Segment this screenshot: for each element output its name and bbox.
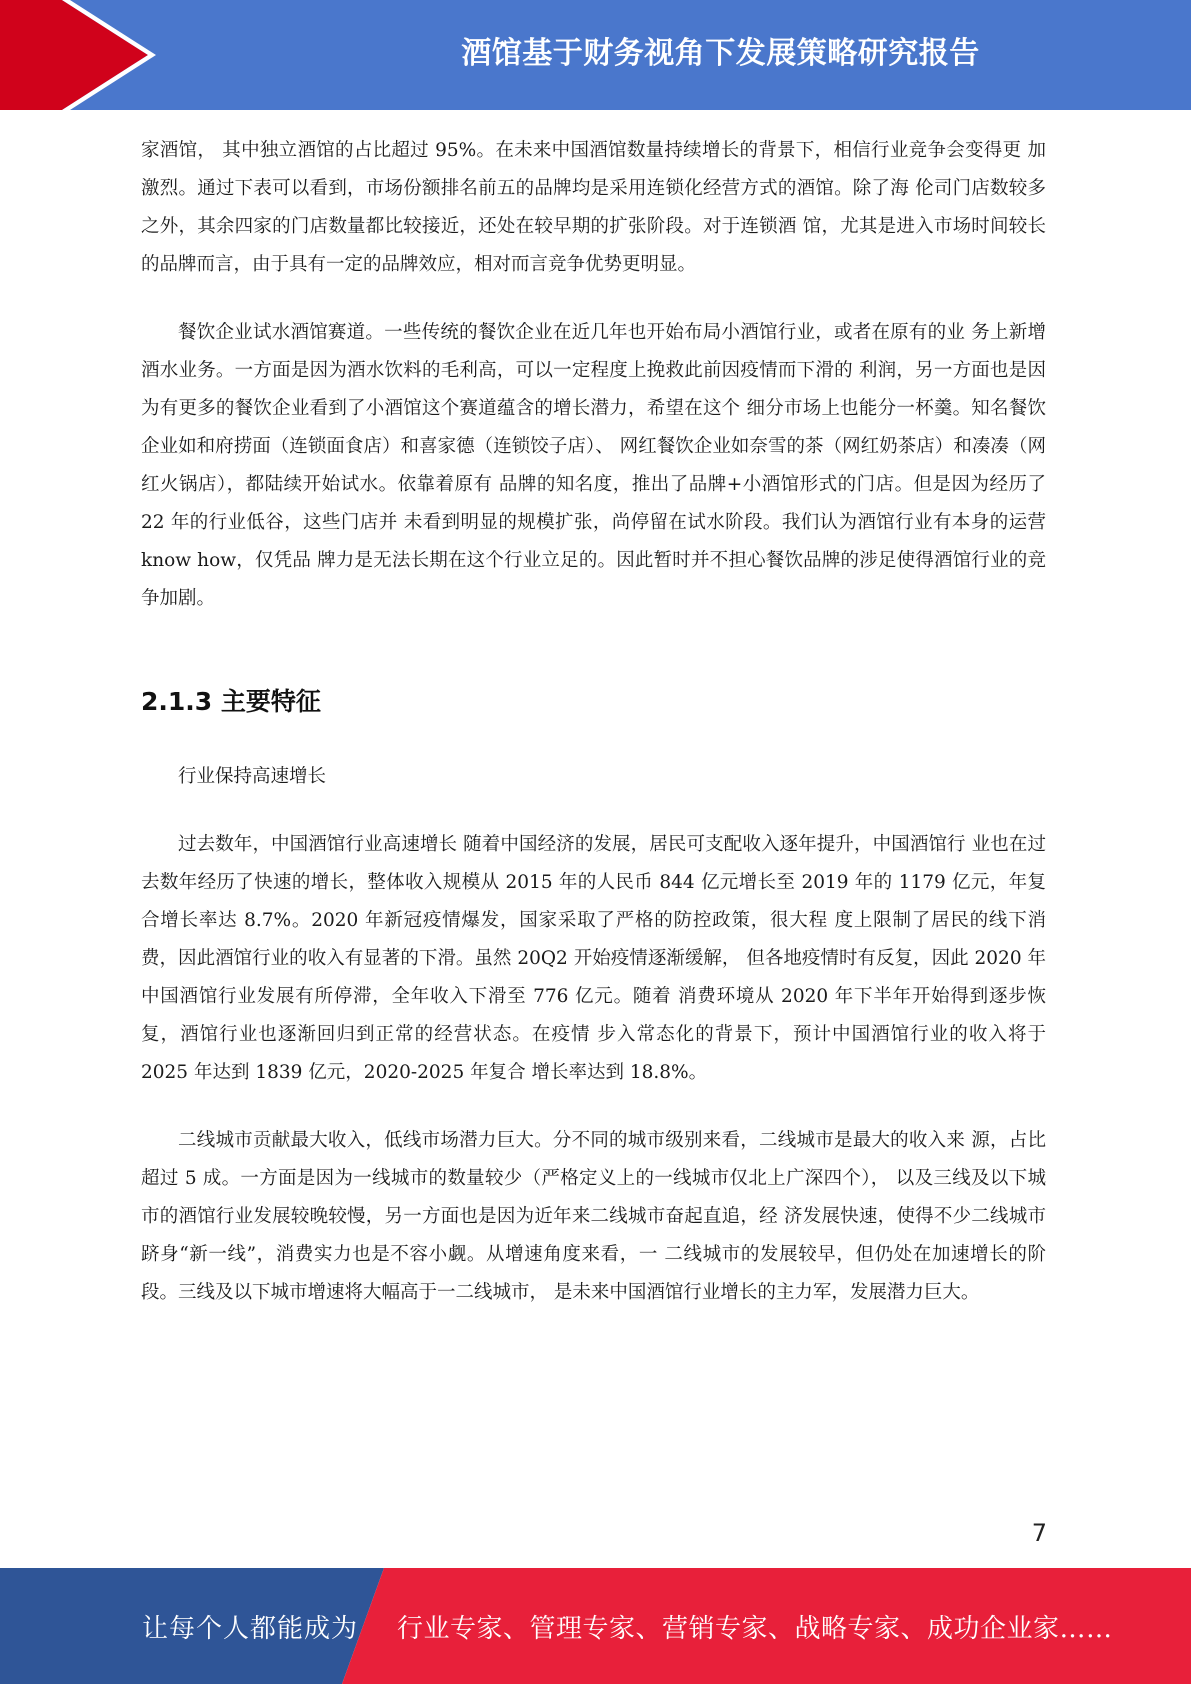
subheading-growth: 行业保持高速增长 — [178, 766, 327, 787]
paragraph-competition: 家酒馆， 其中独立酒馆的占比超过 95%。在未来中国酒馆数量持续增长的背景下，相信行业竞争会变得更 加激烈。通过下表可以看到，市场份额排名前五的品牌均是采用连锁化经营方式的酒馆。除了海 伦司门店数较多之外，其余四家的门店数量都比较接近，还处在较早期的扩张阶段。对于连锁酒 馆，尤其是进入市场时间较长的品牌而言，由于具有一定的品牌效应，相对而言竞争优势更明显。 — [141, 140, 1046, 275]
page-number: 7 — [1031, 1519, 1047, 1547]
paragraph-growth: 过去数年，中国酒馆行业高速增长 随着中国经济的发展，居民可支配收入逐年提升，中国酒馆行 业也在过去数年经历了快速的增长，整体收入规模从 2015 年的人民币 844 亿元增长至 2019 年的 1179 亿元，年复合增长率达 8.7%。2020 年新冠疫情爆发，国家采取了严格的防控政策，很大程 度上限制了居民的线下消费，因此酒馆行业的收入有显著的下滑。虽然 20Q2 开始疫情逐渐缓解， 但各地疫情时有反复，因此 2020 年中国酒馆行业发展有所停滞，全年收入下滑至 776 亿元。随着 消费环境从 2020 年下半年开始得到逐步恢复，酒馆行业也逐渐回归到正常的经营状态。在疫情 步入常态化的背景下，预计中国酒馆行业的收入将于 2025 年达到 1839 亿元，2020-2025 年复合 增长率达到 18.8%。 — [141, 834, 1046, 1083]
header-banner — [0, 0, 1191, 110]
footer-banner — [0, 1568, 1191, 1684]
report-title: 酒馆基于财务视角下发展策略研究报告 — [461, 36, 980, 71]
page-content — [141, 132, 1046, 1312]
header-arrow-decoration — [0, 0, 160, 110]
section-title: 2.1.3 主要特征 — [141, 687, 321, 716]
paragraph-restaurant-entry: 餐饮企业试水酒馆赛道。一些传统的餐饮企业在近几年也开始布局小酒馆行业，或者在原有的业 务上新增酒水业务。一方面是因为酒水饮料的毛利高，可以一定程度上挽救此前因疫情而下滑的 利润，另一方面也是因为有更多的餐饮企业看到了小酒馆这个赛道蕴含的增长潜力，希望在这个 细分市场上也能分一杯羹。知名餐饮企业如和府捞面（连锁面食店）和喜家德（连锁饺子店）、 网红餐饮企业如奈雪的茶（网红奶茶店）和凑凑（网红火锅店），都陆续开始试水。依靠着原有 品牌的知名度，推出了品牌+小酒馆形式的门店。但是因为经历了 22 年的行业低谷，这些门店并 未看到明显的规模扩张，尚停留在试水阶段。我们认为酒馆行业有本身的运营 know how，仅凭品 牌力是无法长期在这个行业立足的。因此暂时并不担心餐饮品牌的涉足使得酒馆行业的竞争加剧。 — [141, 322, 1046, 609]
footer-slogan-right: 行业专家、管理专家、营销专家、战略专家、成功企业家…… — [397, 1614, 1113, 1644]
paragraph-city-tiers: 二线城市贡献最大收入，低线市场潜力巨大。分不同的城市级别来看，二线城市是最大的收入来 源，占比超过 5 成。一方面是因为一线城市的数量较少（严格定义上的一线城市仅北上广深四个）， 以及三线及以下城市的酒馆行业发展较晚较慢，另一方面也是因为近年来二线城市奋起直追，经 济发展快速，使得不少二线城市跻身“新一线”，消费实力也是不容小觑。从增速角度来看，一 二线城市的发展较早，但仍处在加速增长的阶段。三线及以下城市增速将大幅高于一二线城市， 是未来中国酒馆行业增长的主力军，发展潜力巨大。 — [141, 1130, 1046, 1303]
footer-slogan-left: 让每个人都能成为 — [142, 1614, 359, 1644]
